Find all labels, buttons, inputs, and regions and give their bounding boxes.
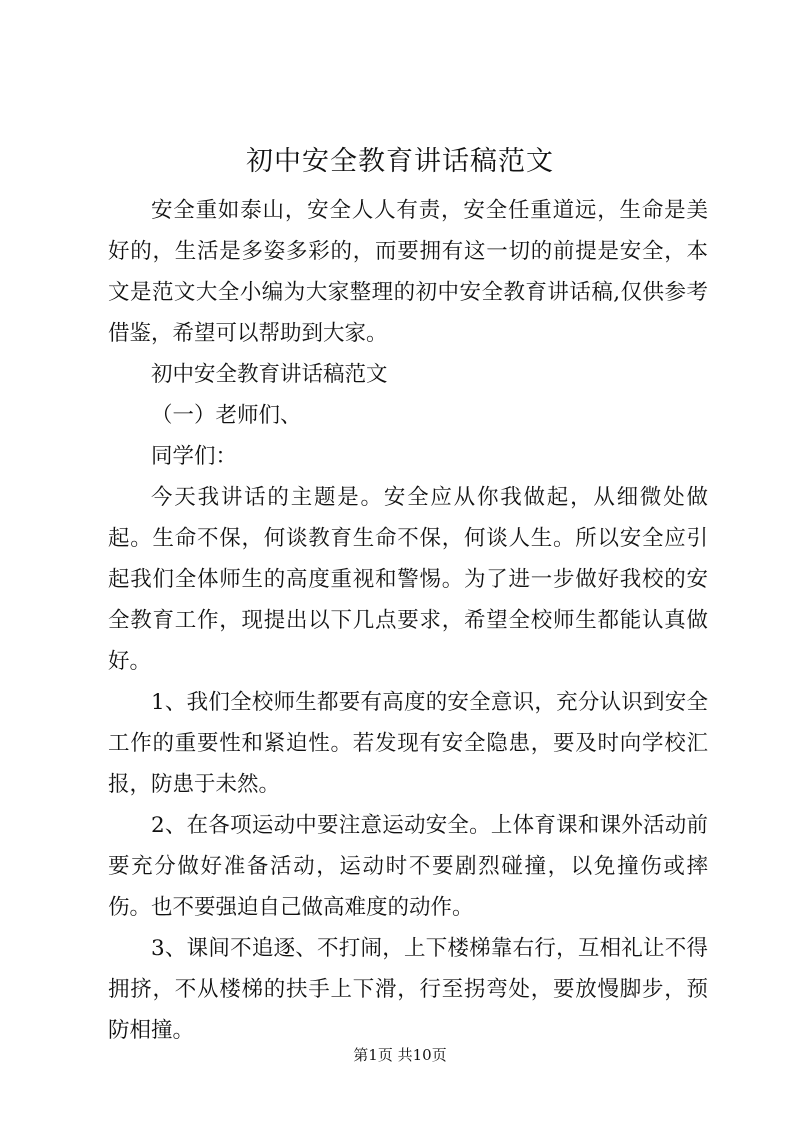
paragraph-point-2: 2、在各项运动中要注意运动安全。上体育课和课外活动前要充分做好准备活动，运动时不要剧烈碰撞，以免撞伤或摔伤。也不要强迫自己做高难度的动作。 <box>108 813 708 920</box>
page-total: 共10页 <box>397 1046 447 1064</box>
paragraph-point-3: 3、课间不追逐、不打闹，上下楼梯靠右行，互相礼让不得拥挤，不从楼梯的扶手上下滑，行至拐弯处，要放慢脚步，预防相撞。 <box>108 936 708 1043</box>
document-title: 初中安全教育讲话稿范文 <box>246 146 554 177</box>
page-number: 第1页 <box>353 1046 393 1064</box>
paragraph-subtitle: 初中安全教育讲话稿范文 <box>151 362 388 387</box>
paragraph-point-1: 1、我们全校师生都要有高度的安全意识，充分认识到安全工作的重要性和紧迫性。若发现有安全隐患，要及时向学校汇报，防患于未然。 <box>108 690 708 797</box>
paragraph-topic: 今天我讲话的主题是。安全应从你我做起，从细微处做起。生命不保，何谈教育生命不保，何谈人生。所以安全应引起我们全体师生的高度重视和警惕。为了进一步做好我校的安全教育工作，现提出以下几点要求，希望全校师生都能认真做好。 <box>108 485 708 674</box>
paragraph-salutation-students: 同学们： <box>151 444 238 469</box>
page-footer <box>0 1044 800 1066</box>
paragraph-intro: 安全重如泰山，安全人人有责，安全任重道远，生命是美好的，生活是多姿多彩的，而要拥有这一切的前提是安全，本文是范文大全小编为大家整理的初中安全教育讲话稿,仅供参考借鉴，希望可以帮助到大家。 <box>108 198 708 346</box>
paragraph-salutation-teachers: （一）老师们、 <box>151 403 302 428</box>
document-body <box>108 190 708 1051</box>
